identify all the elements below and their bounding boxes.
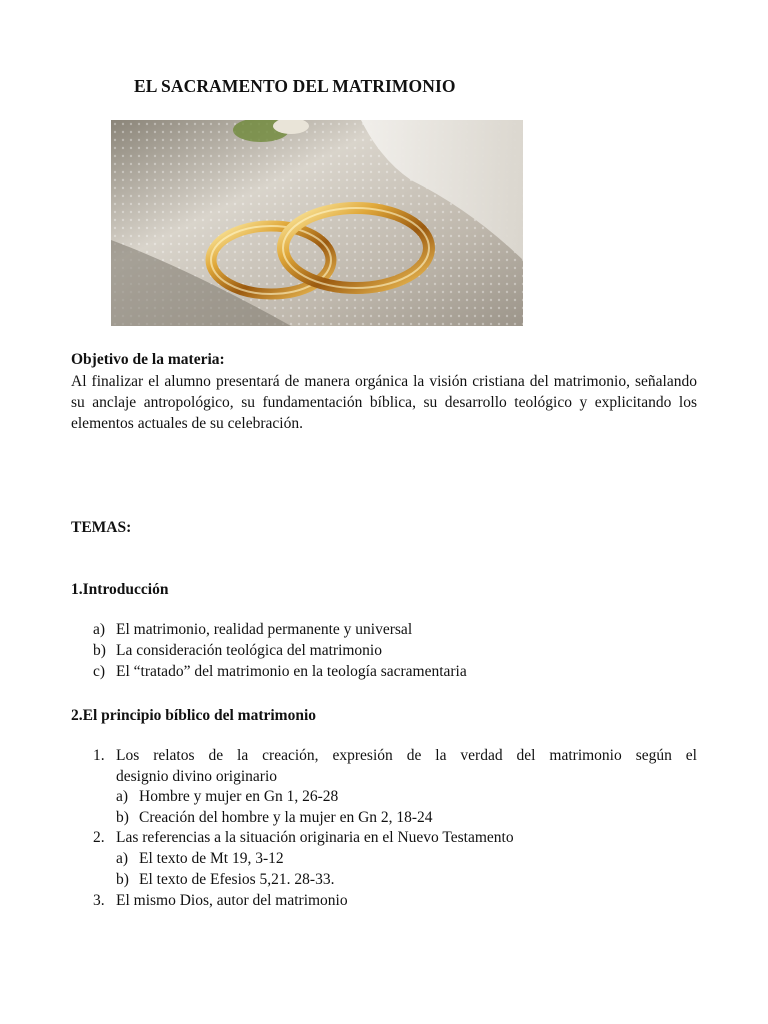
list-item-text: La consideración teológica del matrimonio [116, 642, 382, 659]
list-marker: a) [93, 621, 106, 638]
topics-heading: TEMAS: [71, 519, 132, 536]
wedding-rings-image [111, 120, 523, 326]
list-item [116, 787, 338, 808]
list-item-text: El texto de Efesios 5,21. 28-33. [139, 871, 335, 888]
list-marker: a) [116, 850, 129, 867]
list-item [93, 641, 697, 662]
section-1-heading: 1.Introducción [71, 581, 169, 598]
list-item-continuation: designio divino originario [116, 767, 278, 785]
list-marker: b) [116, 809, 129, 826]
list-item [116, 870, 334, 891]
document-title: EL SACRAMENTO DEL MATRIMONIO [134, 76, 456, 96]
list-item-text: El matrimonio, realidad permanente y universal [116, 621, 413, 638]
list-item [93, 891, 697, 912]
list-item-text: Creación del hombre y la mujer en Gn 2, 18-24 [139, 809, 433, 826]
list-item [93, 746, 697, 787]
list-item-text: Hombre y mujer en Gn 1, 26-28 [139, 788, 339, 805]
list-item-text: El mismo Dios, autor del matrimonio [116, 892, 348, 909]
list-marker: 3. [93, 892, 105, 909]
list-marker: c) [93, 663, 106, 680]
list-item-text: Los relatos de la creación, expresión de la verdad del matrimonio según el [116, 747, 697, 764]
objective-heading: Objetivo de la materia: [71, 351, 225, 368]
list-item-text: Las referencias a la situación originaria en el Nuevo Testamento [116, 829, 514, 846]
list-item-text: El “tratado” del matrimonio en la teología sacramentaria [116, 663, 467, 680]
objective-text: Al finalizar el alumno presentará de manera orgánica la visión cristiana del matrimonio, señalando su anclaje antropológico, su fundamentación bíblica, su desarrollo teológico y explicitando los elementos actuales de su celebración. [71, 373, 697, 432]
section-2-heading: 2.El principio bíblico del matrimonio [71, 707, 317, 724]
list-marker: a) [116, 788, 129, 805]
list-item [93, 620, 697, 641]
list-item-text: El texto de Mt 19, 3-12 [139, 850, 284, 867]
list-item [116, 808, 433, 829]
list-item [93, 828, 697, 849]
list-marker: 1. [93, 747, 105, 764]
list-item [116, 849, 284, 870]
list-item [93, 662, 697, 683]
list-marker: b) [93, 642, 106, 659]
list-marker: 2. [93, 829, 105, 846]
list-marker: b) [116, 871, 129, 888]
